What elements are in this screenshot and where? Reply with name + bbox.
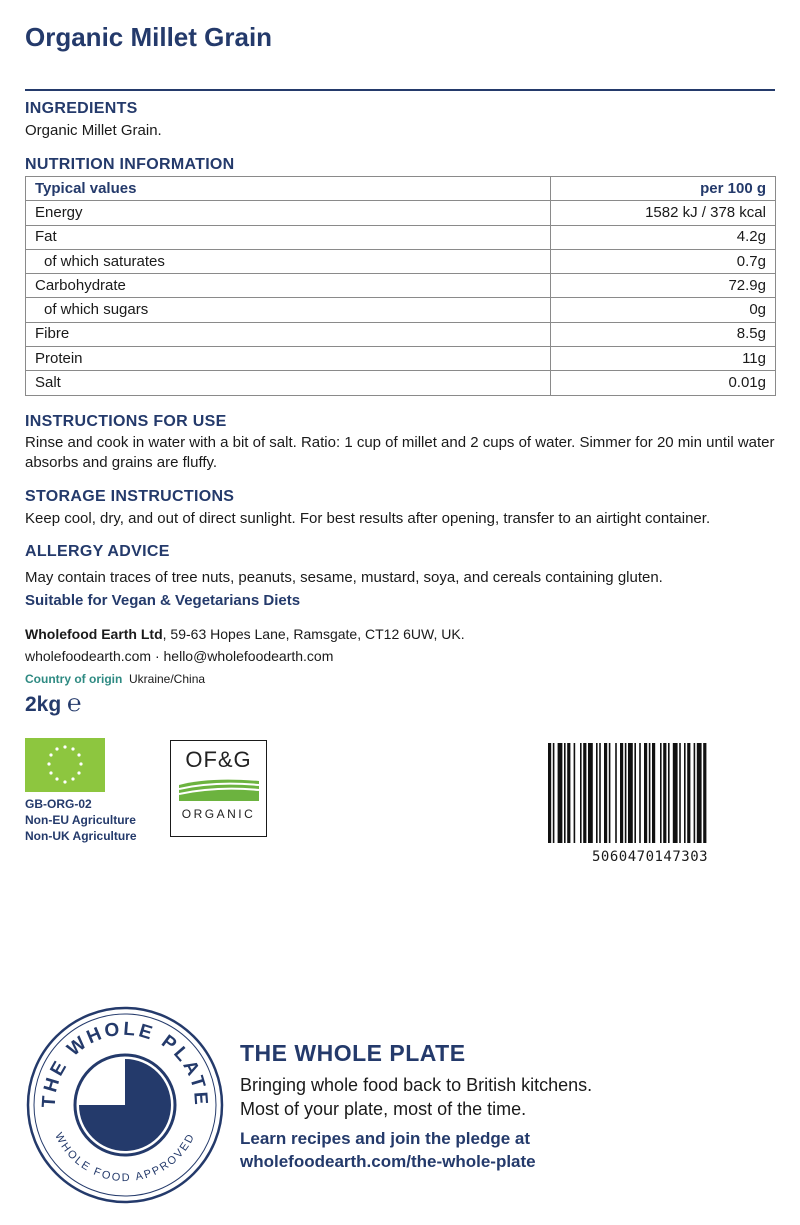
- barcode-bar: [615, 743, 617, 843]
- nutrient-name: Salt: [26, 371, 551, 395]
- eu-certification-text: [25, 796, 137, 844]
- ofg-organic-logo: [170, 740, 267, 837]
- barcode-bar: [588, 743, 593, 843]
- barcode-bar: [567, 743, 570, 843]
- origin-value: Ukraine/China: [129, 672, 206, 686]
- tagline-line-2: Most of your plate, most of the time.: [240, 1099, 527, 1119]
- barcode-bar: [687, 743, 690, 843]
- nutrition-row: [26, 225, 776, 249]
- nutrition-header-label: Typical values: [26, 177, 551, 201]
- barcode-bar: [684, 743, 686, 843]
- ingredients-heading: INGREDIENTS: [25, 100, 138, 117]
- company-line: [25, 624, 775, 644]
- barcode-bar: [673, 743, 678, 843]
- nutrition-row: [26, 274, 776, 298]
- barcode-bar: [604, 743, 607, 843]
- organic-code: GB-ORG-02: [25, 797, 92, 811]
- allergy-text: May contain traces of tree nuts, peanuts, sesame, mustard, soya, and cereals containing gluten.: [25, 569, 663, 586]
- weight-value: 2kg: [25, 693, 62, 716]
- barcode-bar: [652, 743, 655, 843]
- whole-plate-badge-icon: [25, 1005, 225, 1205]
- barcode-bars-icon: [540, 740, 766, 844]
- cta-link[interactable]: wholefoodearth.com/the-whole-plate: [240, 1152, 536, 1171]
- origin-line: [25, 669, 775, 689]
- ofg-field-icon: [179, 775, 259, 801]
- barcode-bar: [660, 743, 662, 843]
- nutrient-value: 8.5g: [551, 322, 776, 346]
- whole-plate-heading: THE WHOLE PLATE: [240, 1040, 466, 1066]
- barcode-bar: [634, 743, 636, 843]
- whole-plate-cta: [240, 1127, 536, 1173]
- barcode-bar: [596, 743, 598, 843]
- nutrient-name: Energy: [26, 201, 551, 225]
- storage-text: Keep cool, dry, and out of direct sunlight. For best results after opening, transfer to an airtight container.: [25, 510, 711, 527]
- nutrient-value: 0.01g: [551, 371, 776, 395]
- company-name: Wholefood Earth Ltd: [25, 626, 163, 642]
- product-title: Organic Millet Grain: [25, 22, 273, 52]
- barcode-bar: [628, 743, 633, 843]
- barcode-bar: [553, 743, 555, 843]
- nutrient-value: 72.9g: [551, 274, 776, 298]
- barcode-number: 5060470147303: [592, 849, 709, 865]
- storage-heading: STORAGE INSTRUCTIONS: [25, 488, 235, 505]
- barcode-bar: [574, 743, 576, 843]
- barcode-bar: [548, 743, 551, 843]
- barcode-bar: [668, 743, 670, 843]
- nutrient-value: 0.7g: [551, 249, 776, 273]
- nutrient-name: of which sugars: [26, 298, 551, 322]
- agriculture-line-1: Non-EU Agriculture: [25, 813, 136, 827]
- nutrient-value: 0g: [551, 298, 776, 322]
- nutrient-value: 11g: [551, 347, 776, 371]
- tagline-line-1: Bringing whole food back to British kitchens.: [240, 1075, 593, 1095]
- allergy-heading: ALLERGY ADVICE: [25, 543, 170, 560]
- nutrient-value: 4.2g: [551, 225, 776, 249]
- whole-plate-tagline: [240, 1073, 592, 1121]
- ingredients-text: Organic Millet Grain.: [25, 122, 162, 139]
- badge-ring-bottom: WHOLE FOOD APPROVED: [52, 1130, 198, 1185]
- barcode: [540, 740, 766, 870]
- barcode-bar: [649, 743, 651, 843]
- ofg-logo-top: OF&G: [185, 747, 252, 772]
- nutrient-name: Carbohydrate: [26, 274, 551, 298]
- barcode-bar: [558, 743, 563, 843]
- company-web: wholefoodearth.com · hello@wholefoodearth.com: [25, 648, 334, 664]
- nutrition-row: [26, 322, 776, 346]
- nutrition-header-unit: per 100 g: [551, 177, 776, 201]
- company-address: , 59-63 Hopes Lane, Ramsgate, CT12 6UW, UK.: [162, 626, 465, 642]
- instructions-text: Rinse and cook in water with a bit of salt. Ratio: 1 cup of millet and 2 cups of water. Simmer for 20 min until water absorbs and grains are fluffy.: [25, 434, 775, 471]
- agriculture-line-2: Non-UK Agriculture: [25, 829, 137, 843]
- barcode-bar: [663, 743, 666, 843]
- nutrition-header-row: [26, 177, 776, 201]
- barcode-bar: [583, 743, 586, 843]
- barcode-bar: [564, 743, 566, 843]
- nutrient-name: Fat: [26, 225, 551, 249]
- nutrition-row: [26, 201, 776, 225]
- nutrient-name: Protein: [26, 347, 551, 371]
- barcode-bar: [679, 743, 681, 843]
- badge-ring-top: THE WHOLE PLATE: [38, 1018, 212, 1109]
- nutrition-row: [26, 298, 776, 322]
- net-weight: [25, 690, 81, 718]
- barcode-bar: [620, 743, 623, 843]
- nutrition-row: [26, 347, 776, 371]
- barcode-bar: [580, 743, 582, 843]
- diet-note: Suitable for Vegan & Vegetarians Diets: [25, 592, 301, 609]
- nutrition-heading: NUTRITION INFORMATION: [25, 156, 235, 173]
- barcode-bar: [625, 743, 627, 843]
- estimated-sign-icon: ℮: [67, 690, 82, 717]
- nutrient-name: Fibre: [26, 322, 551, 346]
- instructions-heading: INSTRUCTIONS FOR USE: [25, 413, 227, 430]
- nutrient-name: of which saturates: [26, 249, 551, 273]
- barcode-bar: [639, 743, 641, 843]
- barcode-bar: [694, 743, 696, 843]
- barcode-bar: [609, 743, 611, 843]
- nutrition-row: [26, 249, 776, 273]
- nutrition-row: [26, 371, 776, 395]
- barcode-bar: [599, 743, 601, 843]
- barcode-bar: [697, 743, 702, 843]
- nutrient-value: 1582 kJ / 378 kcal: [551, 201, 776, 225]
- cta-line-1: Learn recipes and join the pledge at: [240, 1129, 531, 1148]
- nutrition-table: [25, 176, 776, 396]
- title-divider: [25, 89, 775, 91]
- origin-label: Country of origin: [25, 672, 123, 686]
- eu-organic-logo-icon: [25, 738, 105, 792]
- barcode-bar: [703, 743, 706, 843]
- ofg-logo-bottom: ORGANIC: [181, 807, 256, 821]
- barcode-bar: [644, 743, 647, 843]
